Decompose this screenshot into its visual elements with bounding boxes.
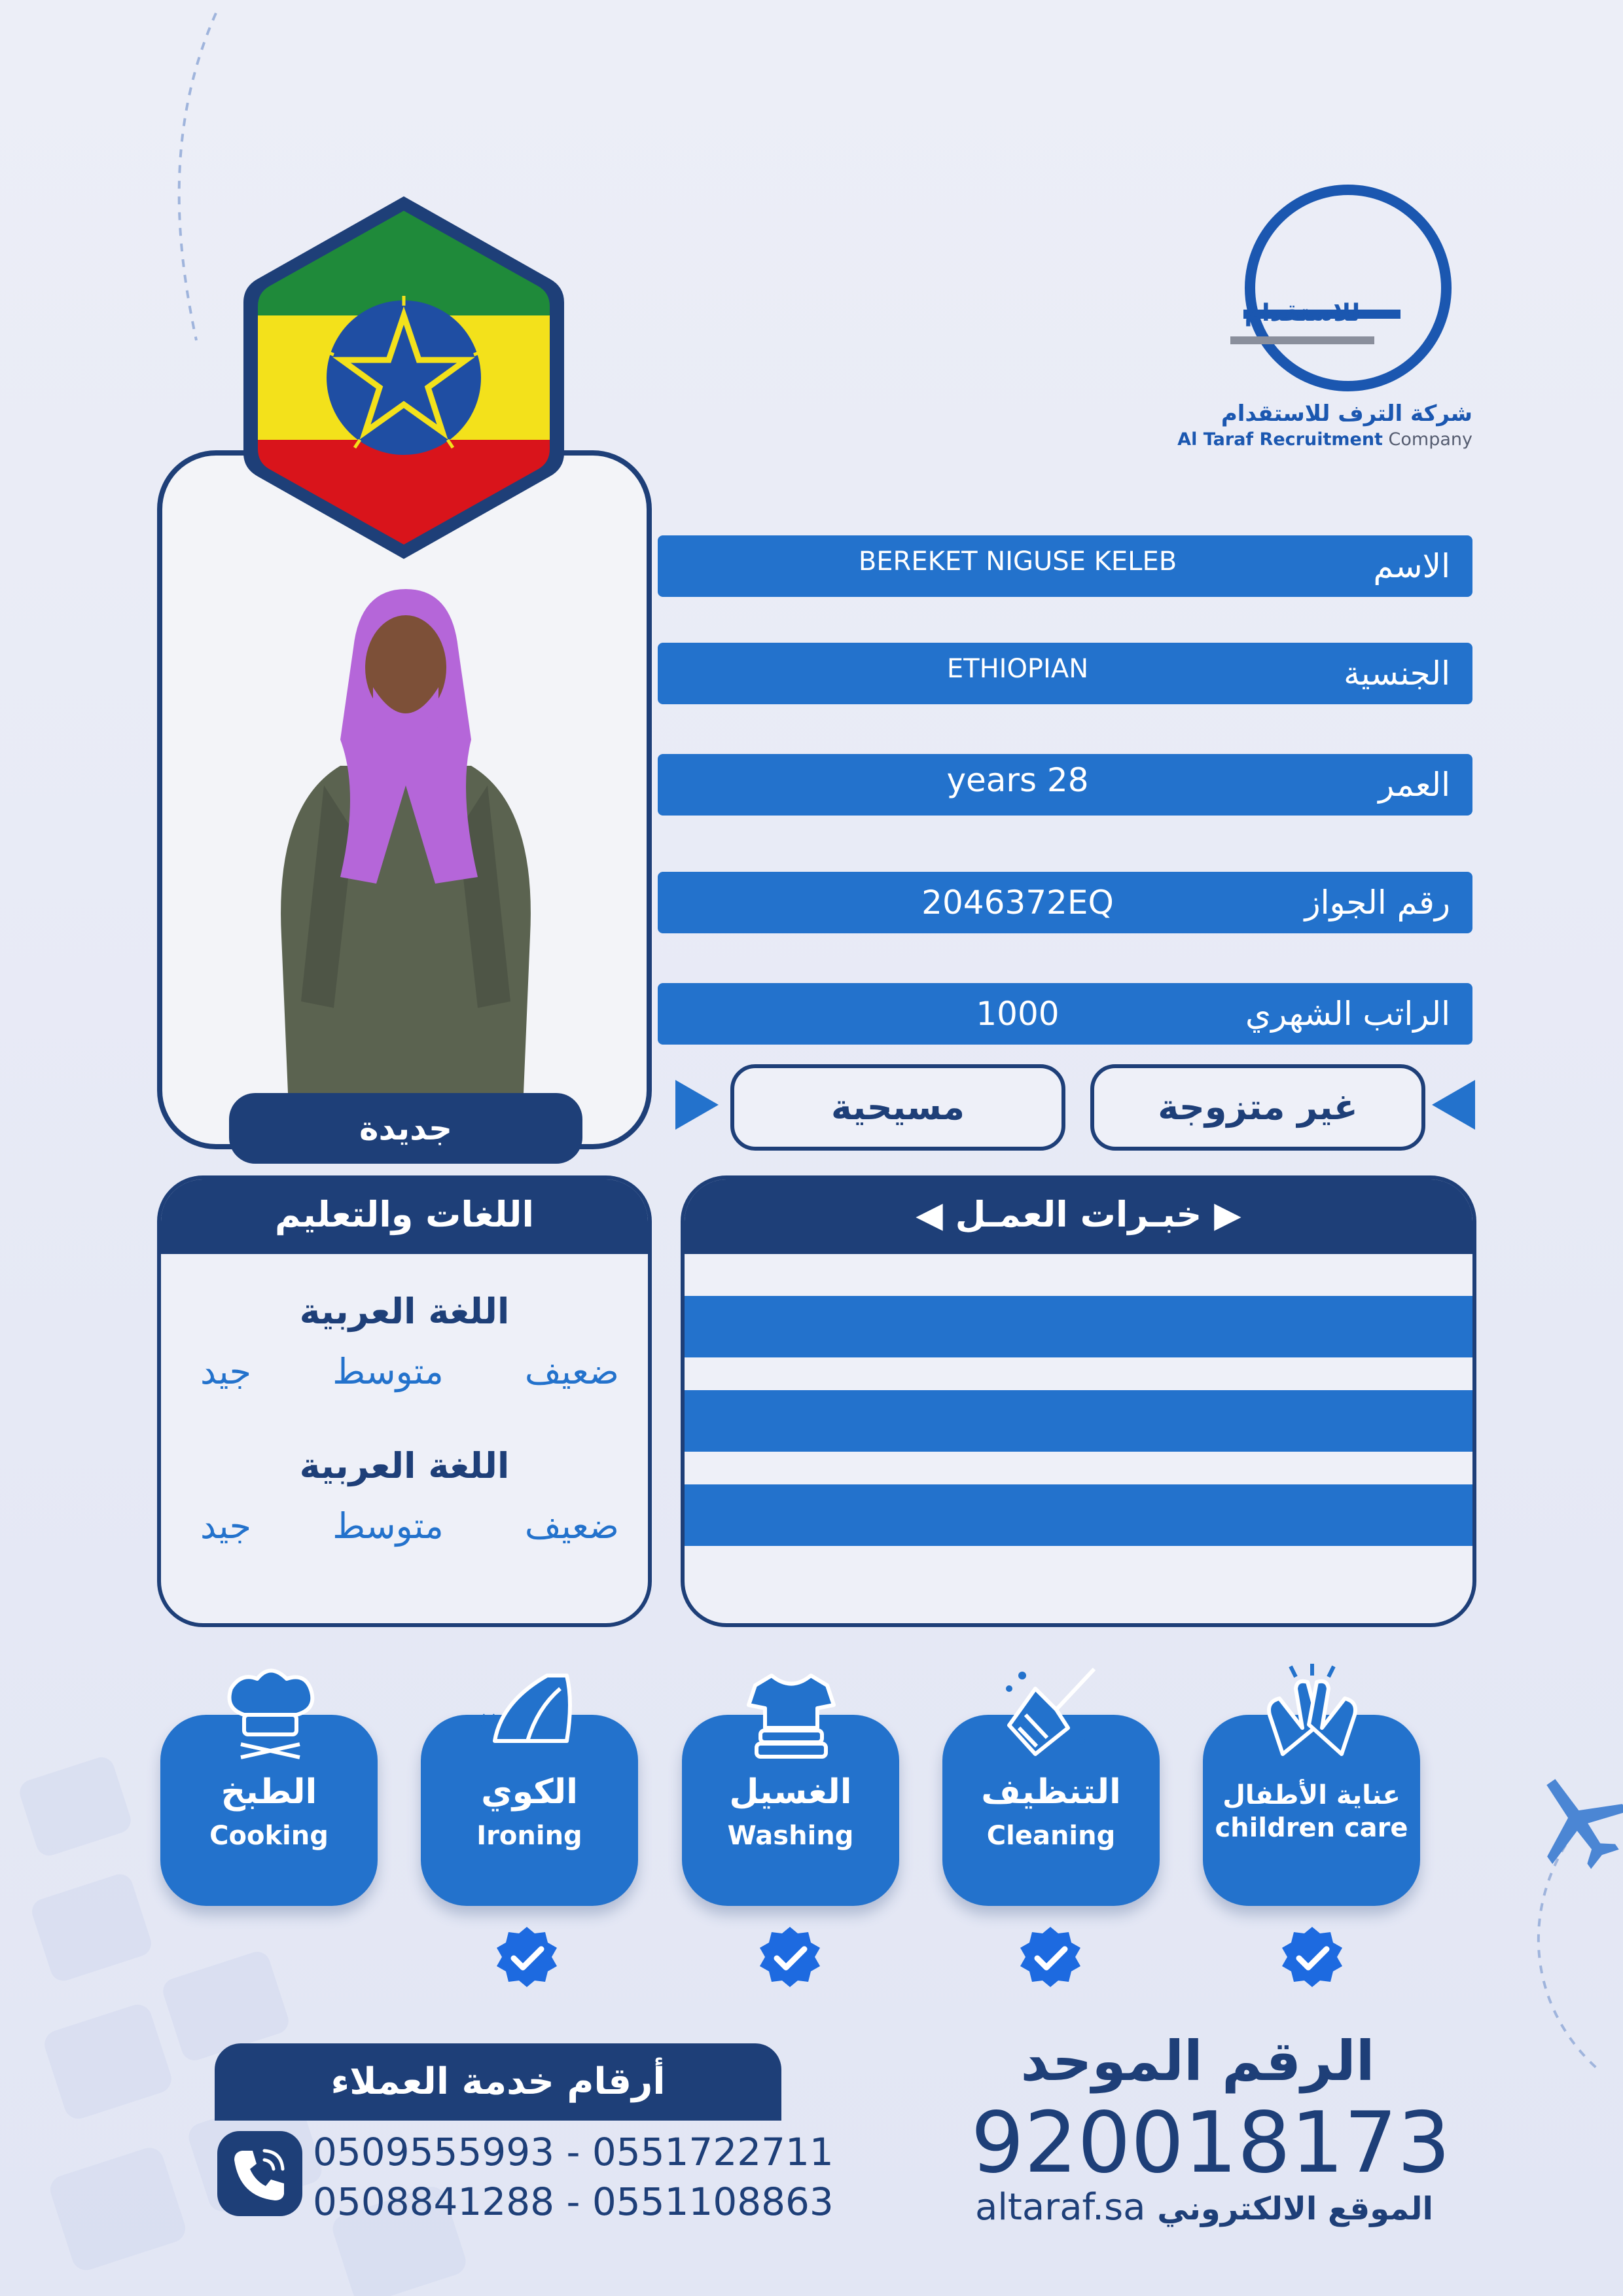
field-value: 2046372EQ bbox=[921, 884, 1114, 922]
level-good: جيد bbox=[200, 1505, 252, 1547]
experience-panel bbox=[681, 1175, 1476, 1627]
field-label: العمر bbox=[1378, 766, 1450, 804]
experience-line bbox=[685, 1484, 1472, 1546]
check-badge-icon bbox=[494, 1924, 560, 1990]
skill-label-en: Cleaning bbox=[986, 1821, 1116, 1851]
skill-label-en: Ironing bbox=[476, 1821, 582, 1851]
check-badge-icon bbox=[757, 1924, 823, 1990]
company-name-english-bold: Al Taraf Recruitment bbox=[1177, 429, 1383, 450]
field-value: 1000 bbox=[976, 995, 1060, 1033]
broom-icon bbox=[996, 1662, 1107, 1761]
triangle-left-icon: ◀ bbox=[916, 1194, 943, 1235]
experience-line bbox=[685, 1390, 1472, 1452]
company-name-english-rest: Company bbox=[1388, 429, 1472, 450]
experience-title: خبـرات العمـل bbox=[955, 1194, 1202, 1235]
chef-hat-icon bbox=[215, 1662, 326, 1761]
experience-header bbox=[685, 1179, 1472, 1254]
ethiopia-flag-icon bbox=[237, 191, 571, 564]
languages-panel bbox=[157, 1175, 652, 1627]
phone-line[interactable]: 0509555993 - 0551722711 bbox=[313, 2130, 834, 2174]
check-badge-icon bbox=[1018, 1924, 1083, 1990]
triangle-right-icon: ▶ bbox=[1214, 1194, 1241, 1235]
field-label: الجنسية bbox=[1344, 655, 1450, 692]
iron-icon bbox=[475, 1662, 586, 1761]
level-medium: متوسط bbox=[332, 1505, 444, 1547]
website-label: الموقع الالكتروني bbox=[1157, 2191, 1433, 2227]
customer-service-header: أرقام خدمة العملاء bbox=[215, 2043, 781, 2121]
company-name-arabic: شركة الترف للاستقدام bbox=[1221, 401, 1472, 427]
website-row bbox=[969, 2186, 1440, 2229]
website-link[interactable]: altaraf.sa bbox=[975, 2186, 1146, 2229]
field-value: BEREKET NIGUSE KELEB bbox=[858, 547, 1177, 577]
field-salary bbox=[658, 983, 1472, 1045]
company-name-english bbox=[1152, 429, 1472, 450]
skill-label-en: Cooking bbox=[209, 1821, 329, 1851]
phone-line[interactable]: 0508841288 - 0551108863 bbox=[313, 2179, 834, 2224]
language-levels bbox=[200, 1351, 619, 1392]
religion-pill: مسيحية bbox=[730, 1064, 1065, 1151]
level-medium: متوسط bbox=[332, 1351, 444, 1392]
laundry-icon bbox=[736, 1662, 847, 1761]
experience-line bbox=[685, 1296, 1472, 1357]
status-tag: جديدة bbox=[229, 1093, 582, 1164]
language-name: اللغة العربية bbox=[299, 1291, 510, 1332]
pointer-arrow-right bbox=[1432, 1080, 1475, 1130]
field-age bbox=[658, 754, 1472, 816]
phone-icon bbox=[217, 2131, 302, 2216]
field-label: رقم الجواز bbox=[1304, 884, 1450, 922]
svg-text:للاستقدام: للاستقدام bbox=[1244, 300, 1361, 327]
unified-number[interactable]: 920018173 bbox=[971, 2094, 1451, 2192]
field-passport bbox=[658, 872, 1472, 933]
skill-label-en: children care bbox=[1215, 1813, 1408, 1843]
language-name: اللغة العربية bbox=[299, 1445, 510, 1486]
field-name bbox=[658, 535, 1472, 597]
languages-header: اللغات والتعليم bbox=[161, 1179, 648, 1254]
skill-label-ar: التنظيف bbox=[981, 1772, 1121, 1812]
airplane-icon bbox=[1514, 1756, 1623, 1886]
skill-label-ar: الكوي bbox=[481, 1772, 578, 1812]
language-levels bbox=[200, 1505, 619, 1547]
field-value: years 28 bbox=[946, 761, 1089, 799]
level-weak: ضعيف bbox=[524, 1505, 619, 1547]
level-weak: ضعيف bbox=[524, 1351, 619, 1392]
candidate-photo bbox=[262, 569, 550, 1093]
unified-number-label: الرقم الموحد bbox=[1020, 2029, 1375, 2093]
skill-label-ar: الطبخ bbox=[221, 1772, 317, 1812]
field-nationality bbox=[658, 643, 1472, 704]
skill-label-ar: الغسيل bbox=[729, 1772, 852, 1812]
skill-label-ar: عناية الأطفال bbox=[1222, 1780, 1400, 1810]
skill-label-en: Washing bbox=[727, 1821, 854, 1851]
field-value: ETHIOPIAN bbox=[946, 654, 1089, 684]
check-badge-icon bbox=[1279, 1924, 1345, 1990]
clapping-hands-icon bbox=[1257, 1662, 1368, 1761]
marital-status-pill: غير متزوجة bbox=[1090, 1064, 1425, 1151]
pointer-arrow-left bbox=[675, 1080, 719, 1130]
field-label: الاسم bbox=[1373, 547, 1450, 585]
level-good: جيد bbox=[200, 1351, 252, 1392]
field-label: الراتب الشهري bbox=[1245, 995, 1450, 1033]
